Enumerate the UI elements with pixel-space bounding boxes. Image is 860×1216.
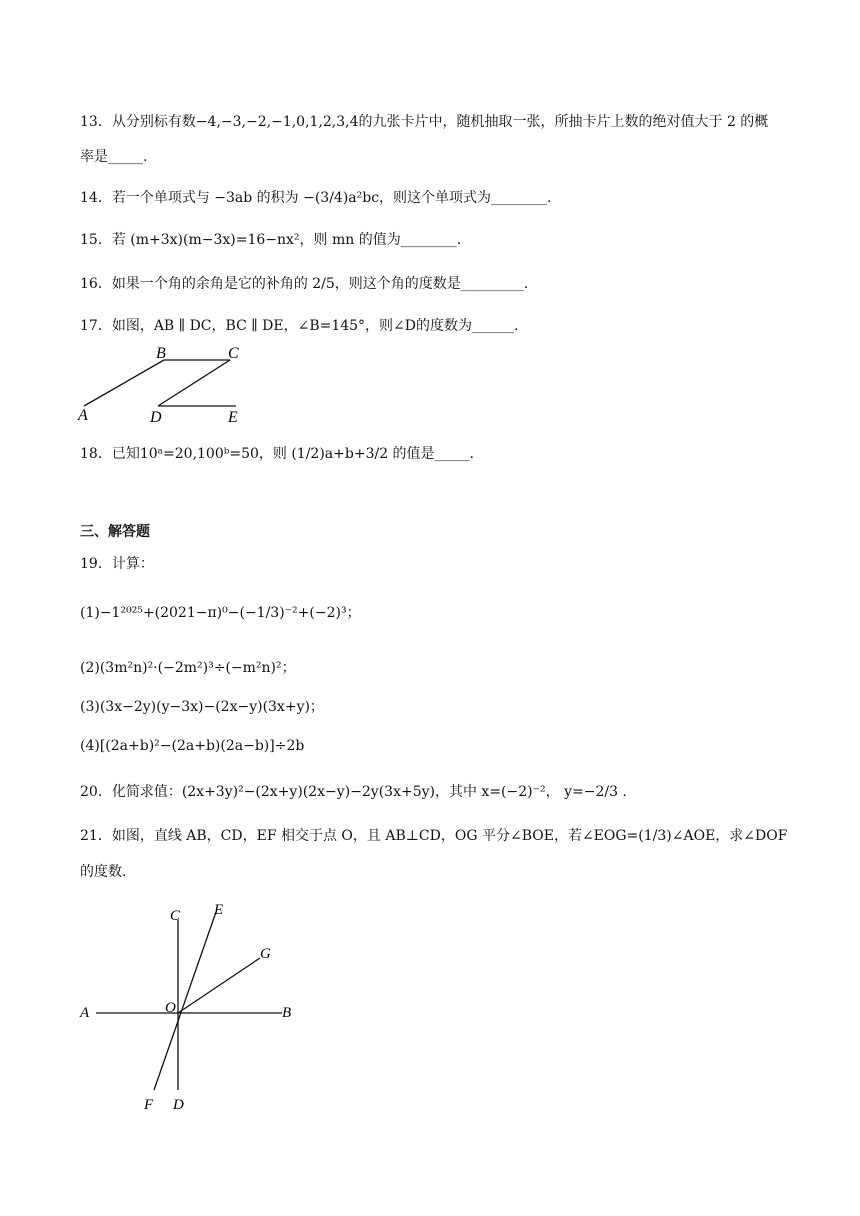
label-a: A — [80, 1005, 90, 1021]
label-g: G — [260, 946, 271, 962]
figure-21 — [76, 900, 306, 1115]
figure-17 — [76, 340, 276, 430]
q19-part3: (3)(3x−2y)(y−3x)−(2x−y)(3x+y)； — [80, 699, 324, 715]
label-e: E — [214, 902, 224, 918]
q21-line2: 的度数. — [80, 864, 127, 880]
label-b: B — [282, 1005, 292, 1021]
q16: 16．如果一个角的余角是它的补角的 2/5，则这个角的度数是_________. — [80, 276, 529, 292]
q15: 15．若 (m+3x)(m−3x)=16−nx²，则 mn 的值为________. — [80, 232, 462, 248]
label-a: A — [78, 407, 88, 424]
label-c: C — [170, 908, 181, 924]
q19-part2: (2)(3m²n)²·(−2m²)³÷(−m²n)²； — [80, 660, 296, 676]
label-c: C — [228, 345, 239, 362]
label-e: E — [228, 409, 238, 426]
segment-cd — [158, 360, 230, 406]
q19-part4: (4)[(2a+b)²−(2a+b)(2a−b)]÷2b — [80, 738, 305, 754]
q19-part1: (1)−1²⁰²⁵+(2021−π)⁰−(−1/3)⁻²+(−2)³； — [80, 605, 361, 621]
label-b: B — [156, 345, 166, 362]
q19-title: 19．计算： — [80, 556, 154, 572]
label-d: D — [150, 409, 162, 426]
q21-line1: 21．如图，直线 AB，CD，EF 相交于点 O，且 AB⊥CD，OG 平分∠BOE，若∠EOG=(1/3)∠AOE，求∠DOF — [80, 828, 788, 844]
label-d: D — [173, 1097, 184, 1113]
segment-ab — [84, 360, 164, 406]
section-title: 三、解答题 — [80, 524, 150, 540]
q13-line1: 13．从分别标有数−4,−3,−2,−1,0,1,2,3,4的九张卡片中，随机抽取一张，所抽卡片上数的绝对值大于 2 的概 — [80, 114, 769, 130]
q14: 14．若一个单项式与 −3ab 的积为 −(3/4)a²bc，则这个单项式为________. — [80, 190, 552, 206]
label-o: O — [165, 1000, 176, 1016]
q20: 20．化简求值：(2x+3y)²−(2x+y)(2x−y)−2y(3x+5y)，其中 x=(−2)⁻²， y=−2/3 . — [80, 784, 627, 800]
q17: 17．如图，AB ∥ DC，BC ∥ DE，∠B=145°，则∠D的度数为______. — [80, 318, 519, 334]
q18: 18．已知10ᵃ=20,100ᵇ=50，则 (1/2)a+b+3/2 的值是_____. — [80, 446, 474, 462]
q13-line2: 率是_____. — [80, 149, 148, 165]
label-f: F — [144, 1097, 154, 1113]
line-ef — [154, 912, 216, 1090]
